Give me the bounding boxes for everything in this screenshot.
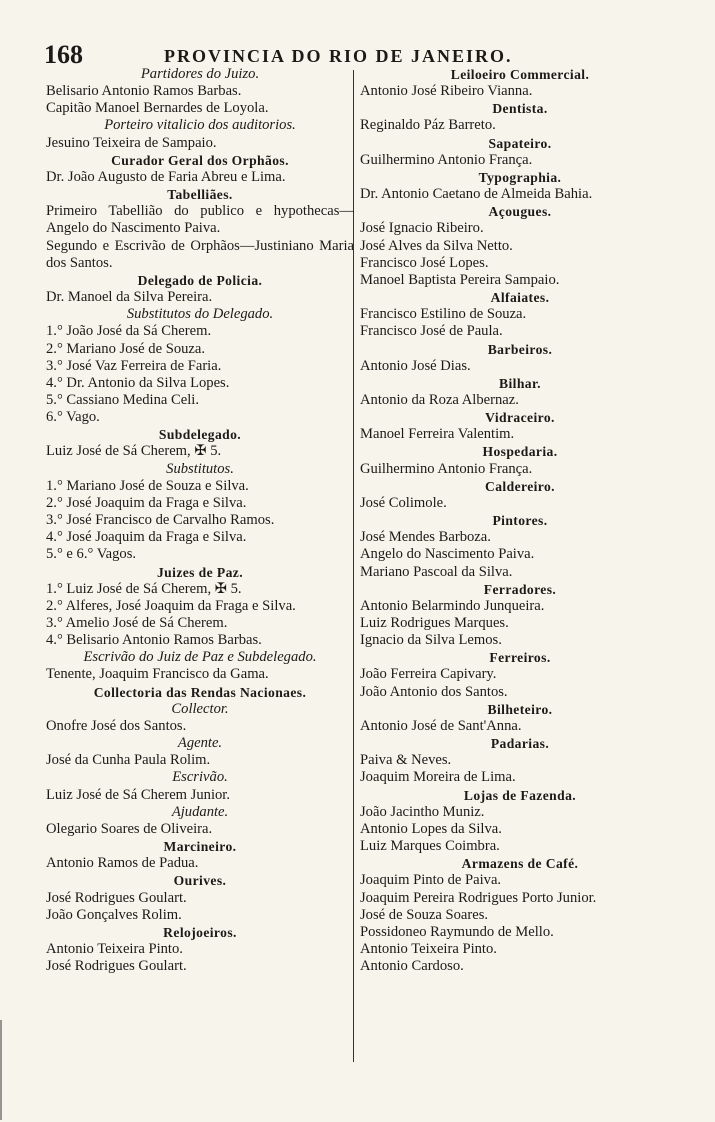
entry: Mariano Pascoal da Silva. (360, 563, 513, 580)
entry: Olegario Soares de Oliveira. (46, 820, 213, 837)
entry: Joaquim Pereira Rodrigues Porto Junior. (360, 889, 597, 906)
subheading: Ajudante. (171, 803, 229, 820)
entry: Antonio Belarmindo Junqueira. (360, 597, 545, 614)
section-heading: Padarias. (490, 736, 550, 752)
entry: Antonio Teixeira Pinto. (360, 940, 497, 957)
subheading: Escrivão. (172, 769, 228, 786)
entry: Ignacio da Silva Lemos. (360, 632, 502, 649)
section-heading: Curador Geral dos Orphãos. (111, 152, 289, 168)
section-heading: Armazens de Café. (461, 856, 579, 872)
entry: 2.° Alferes, José Joaquim da Fraga e Silva. (46, 597, 296, 614)
entry: Manoel Baptista Pereira Sampaio. (360, 271, 560, 288)
entry: Antonio Cardoso. (360, 958, 464, 975)
entry: Francisco Estilino de Souza. (360, 306, 527, 323)
section-heading: Vidraceiro. (485, 410, 555, 426)
entry: Manoel Ferreira Valentim. (360, 426, 515, 443)
entry: Antonio da Roza Albernaz. (360, 391, 519, 408)
entry: Luiz Marques Coimbra. (360, 838, 500, 855)
subheading: Substitutos do Delegado. (126, 306, 274, 323)
subheading: Porteiro vitalicio dos auditorios. (104, 117, 296, 134)
section-heading: Relojoeiros. (163, 924, 237, 940)
entry: Guilhermino Antonio França. (360, 460, 533, 477)
entry: 5.° Cassiano Medina Celi. (46, 391, 199, 408)
section-heading: Barbeiros. (487, 341, 553, 357)
entry: João Gonçalves Rolim. (46, 906, 182, 923)
entry: 4.° Dr. Antonio da Silva Lopes. (46, 374, 230, 391)
entry: José Ignacio Ribeiro. (360, 220, 484, 237)
entry: Segundo e Escrivão de Orphãos—Justiniano Maria dos Santos. (46, 237, 354, 271)
entry: Tenente, Joaquim Francisco da Gama. (46, 666, 269, 683)
entry: 5.° e 6.° Vagos. (46, 546, 137, 563)
entry: Angelo do Nascimento Paiva. (360, 546, 535, 563)
entry: João Ferreira Capivary. (360, 666, 497, 683)
entry: 3.° José Francisco de Carvalho Ramos. (46, 512, 275, 529)
section-heading: Bilhar. (499, 375, 541, 391)
page-number: 168 (44, 40, 83, 69)
entry: Possidoneo Raymundo de Mello. (360, 923, 554, 940)
entry: Guilhermino Antonio França. (360, 151, 533, 168)
entry: 4.° José Joaquim da Fraga e Silva. (46, 529, 247, 546)
left-column (46, 66, 354, 975)
subheading: Partidores do Juizo. (140, 66, 260, 82)
binding-edge (0, 1020, 24, 1120)
running-head: PROVINCIA DO RIO DE JANEIRO. (164, 46, 513, 66)
entry: Antonio Teixeira Pinto. (46, 940, 183, 957)
entry: Dr. Manoel da Silva Pereira. (46, 289, 213, 306)
entry: José da Cunha Paula Rolim. (46, 752, 211, 769)
entry: 4.° Belisario Antonio Ramos Barbas. (46, 632, 262, 649)
section-heading: Hospedaria. (482, 444, 558, 460)
section-heading: Juizes de Paz. (156, 564, 243, 580)
section-heading: Tabelliães. (167, 187, 233, 203)
entry: José Rodrigues Goulart. (46, 889, 187, 906)
entry: 1.° João José da Sá Cherem. (46, 323, 212, 340)
entry: 2.° Mariano José de Souza. (46, 340, 206, 357)
subheading: Escrivão do Juiz de Paz e Subdelegado. (83, 649, 317, 666)
entry: Luiz José de Sá Cherem Junior. (46, 786, 231, 803)
section-heading: Marcineiro. (163, 839, 237, 855)
section-heading: Leiloeiro Commercial. (450, 67, 590, 82)
entry: 2.° José Joaquim da Fraga e Silva. (46, 494, 247, 511)
section-heading: Caldereiro. (485, 478, 555, 494)
entry: Luiz José de Sá Cherem, ✠ 5. (46, 443, 222, 460)
entry: Joaquim Moreira de Lima. (360, 769, 516, 786)
entry: Capitão Manoel Bernardes de Loyola. (46, 100, 269, 117)
entry: Dr. João Augusto de Faria Abreu e Lima. (46, 168, 286, 185)
entry: Antonio Ramos de Padua. (46, 855, 199, 872)
section-heading: Pintores. (492, 513, 548, 529)
section-heading: Ferreiros. (489, 650, 551, 666)
section-heading: Dentista. (492, 101, 548, 117)
entry: Reginaldo Páz Barreto. (360, 117, 496, 134)
section-heading: Bilheteiro. (487, 701, 553, 717)
entry: José Colimole. (360, 494, 447, 511)
entry: Antonio José Dias. (360, 357, 471, 374)
entry: Francisco José de Paula. (360, 323, 503, 340)
entry: Paiva & Neves. (360, 752, 452, 769)
section-heading: Sapateiro. (488, 135, 552, 151)
entry: Joaquim Pinto de Paiva. (360, 872, 502, 889)
entry: José de Souza Soares. (360, 906, 489, 923)
entry: Dr. Antonio Caetano de Almeida Bahia. (360, 186, 593, 203)
section-heading: Alfaiates. (490, 290, 550, 306)
entry: 3.° Amelio José de Sá Cherem. (46, 615, 228, 631)
section-heading: Ourives. (173, 873, 227, 889)
section-heading: Subdelegado. (158, 427, 242, 443)
entry: José Mendes Barboza. (360, 529, 491, 546)
section-heading: Ferradores. (483, 581, 557, 597)
subheading: Collector. (171, 700, 229, 717)
section-heading: Collectoria das Rendas Nacionaes. (93, 684, 307, 700)
entry: 6.° Vago. (46, 409, 100, 426)
entry: Jesuino Teixeira de Sampaio. (46, 134, 217, 151)
entry: Belisario Antonio Ramos Barbas. (46, 83, 242, 100)
entry: 1.° Luiz José de Sá Cherem, ✠ 5. (46, 580, 242, 597)
subheading: Agente. (177, 735, 223, 752)
entry: 3.° José Vaz Ferreira de Faria. (46, 357, 222, 374)
right-column (360, 66, 680, 975)
section-heading: Delegado de Policia. (137, 272, 263, 288)
entry: Primeiro Tabellião do publico e hypothecas—Angelo do Nascimento Paiva. (46, 203, 354, 237)
entry: José Alves da Silva Netto. (360, 237, 513, 254)
subheading: Substitutos. (166, 460, 234, 477)
section-heading: Typographia. (478, 169, 562, 185)
entry: Luiz Rodrigues Marques. (360, 615, 509, 631)
entry: 1.° Mariano José de Souza e Silva. (46, 477, 249, 494)
entry: Antonio José de Sant'Anna. (360, 717, 522, 734)
entry: José Rodrigues Goulart. (46, 958, 187, 975)
entry: Antonio Lopes da Silva. (360, 820, 502, 837)
entry: João Jacintho Muniz. (360, 803, 485, 820)
entry: Francisco José Lopes. (360, 254, 489, 271)
section-heading: Açougues. (488, 204, 552, 220)
entry: Onofre José dos Santos. (46, 717, 187, 734)
entry: Antonio José Ribeiro Vianna. (360, 83, 533, 100)
entry: João Antonio dos Santos. (360, 683, 508, 700)
section-heading: Lojas de Fazenda. (463, 787, 577, 803)
